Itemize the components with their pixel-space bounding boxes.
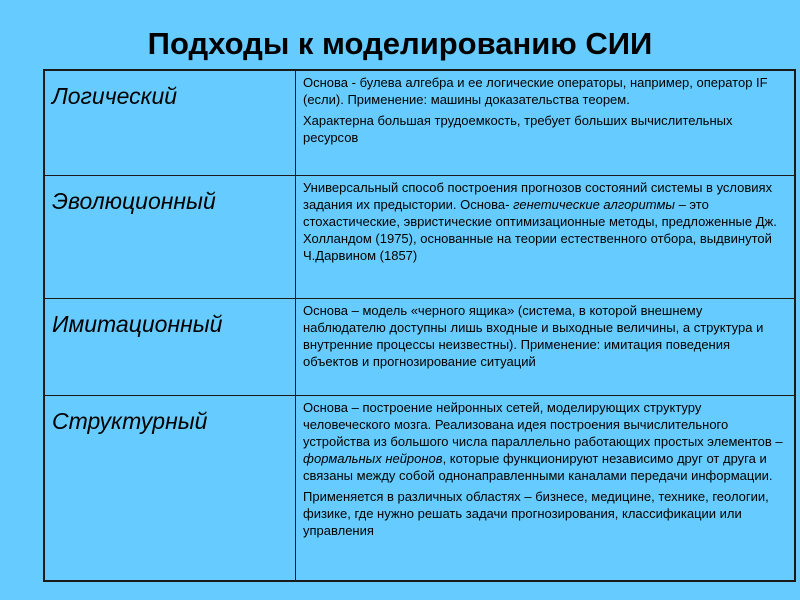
description-paragraph: [303, 399, 788, 484]
description-cell: [296, 176, 796, 299]
description-paragraph: Основа – модель «черного ящика» (система, в которой внешнему наблюдателю доступны лишь входные и выходные величины, а структура и внутренние процессы неизвестны). Применение: имитация поведения объектов и прогнозирование ситуаций: [303, 303, 764, 369]
description-paragraph: Характерна большая трудоемкость, требует больших вычислительных ресурсов: [303, 113, 733, 145]
description-paragraph: [303, 179, 788, 264]
slide-title: [0, 26, 800, 62]
description-cell: [296, 70, 796, 176]
description-cell: [296, 396, 796, 582]
description-paragraph: Основа - булева алгебра и ее логические операторы, например, оператор IF (если). Применение: машины доказательства теорем.: [303, 75, 768, 107]
table-row-structural: [44, 396, 795, 582]
slide-title-text: Подходы к моделированию СИИ: [147, 26, 653, 61]
table-row-evolutionary: [44, 176, 795, 299]
description-cell: [296, 299, 796, 396]
table-row-simulation: [44, 299, 795, 396]
emphasis-text: генетические алгоритмы: [513, 197, 675, 212]
term-cell: Структурный: [44, 396, 296, 582]
emphasis-text: формальных нейронов: [303, 451, 443, 466]
description-text: Основа – построение нейронных сетей, моделирующих структуру человеческого мозга. Реализована идея построения вычислительного устройства из большого числа параллельно работающих простых элементов –: [303, 400, 783, 449]
term-cell: Эволюционный: [44, 176, 296, 299]
term-cell: Логический: [44, 70, 296, 176]
approaches-table: [43, 69, 796, 582]
table-row-logical: [44, 70, 795, 176]
term-cell: Имитационный: [44, 299, 296, 396]
description-text: Универсальный способ построения прогнозов состояний системы в условиях задания их предыстории. Основа-: [303, 180, 773, 212]
description-paragraph: Применяется в различных областях – бизнесе, медицине, технике, геологии, физике, где нужно решать задачи прогнозирования, классификации или управления: [303, 489, 769, 538]
description-text: , которые функционируют независимо друг от друга и связаны между собой однонаправленными каналами передачи информации.: [303, 451, 773, 483]
description-text: – это стохастические, эвристические оптимизационные методы, предложенные Дж. Холландом (1975), основанные на теории естественного отбора, выдвинутой Ч.Дарвином (1857): [303, 197, 777, 263]
